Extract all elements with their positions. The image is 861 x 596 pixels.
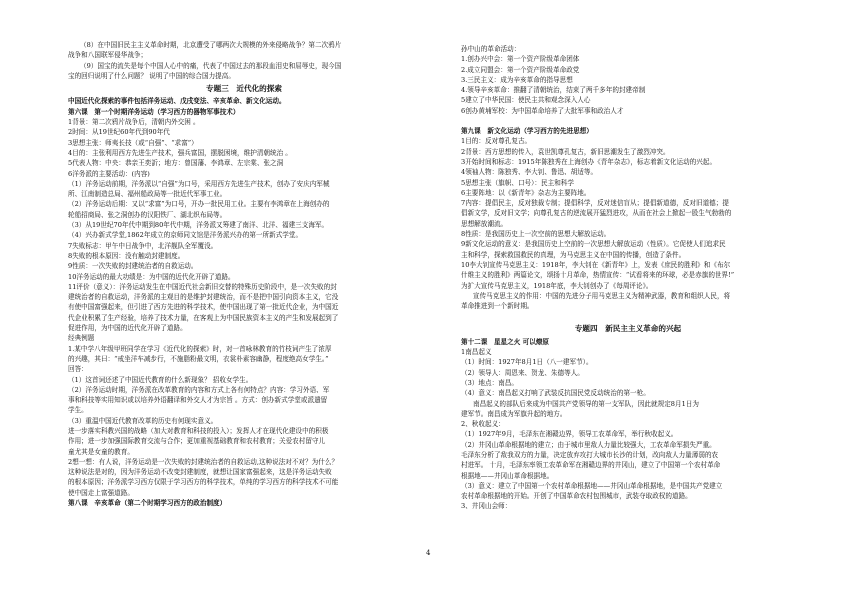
text-line: 建军节。南昌成为军旗升起的地方。	[461, 409, 567, 418]
text-line: 1.创办兴中会：第一个资产阶级革命团体	[461, 55, 580, 64]
text-line: （2）洋务运动时期，洋务派在改革教育的内容和方式上各有何特点？内容：学习外语、军	[68, 385, 330, 394]
spacer	[461, 116, 795, 126]
text-line: 2时间：从19世纪60年代到90年代	[68, 128, 170, 137]
text-line: 1南昌起义	[461, 348, 492, 357]
text-line: 事和科技等实用知识或以培养外语翻译和外交人才为宗旨 。方式：创办新式学堂或派遣留	[68, 396, 328, 405]
text-line: 的根本原因；洋务派学习西方仅限于学习西方的科学技术，单纯的学习西方的科学技术不可能	[68, 478, 339, 487]
text-line: 南昌起义的部队后来成为中国共产党领导的第一支军队，因此就规定8月1日为	[473, 399, 699, 408]
text-line: 3、井冈山会师：	[461, 502, 512, 511]
page-number: 4	[426, 549, 431, 557]
text-line: （2）井冈山革命根据地的建立；由于城市里敌人力量比较强大，工农革命军损失严重。	[461, 440, 716, 449]
text-line: （4）兴办新式学堂,1862年成立的京师同文馆是洋务派兴办的第一所新式学堂。	[68, 231, 303, 240]
text-line: 革命推进到一个新时期。	[461, 302, 534, 311]
text-line: （2）领导人：周恩来、贺龙、朱德等人。	[461, 368, 584, 377]
text-line: 8性质：是我国历史上一次空前的思想大解放运动。	[461, 230, 611, 239]
text-line: （1）洋务运动前期，洋务派以“自强”为口号，采用西方先进生产技术，创办了安庆内军械	[68, 179, 330, 188]
text-line: 2想一想：有人说，洋务运动是一次失败的封建统治者的自救运动,这种说法对不对？为什么？	[68, 457, 339, 466]
text-line: 为扩大宣传马克思主义，1918年底，李大钊创办了《每周评论》。	[461, 281, 653, 290]
text-line: 农村革命根据地的开始。开创了中国革命农村包围城市，武装夺取政权的道路。	[461, 492, 692, 501]
text-line: 5思想主张（旗帜、口号）：民主和科学	[461, 178, 574, 187]
text-line: 5建立了中华民国：使民主共和观念深入人心	[461, 96, 591, 105]
text-line: 1背景：第二次鸦片战争后，清朝内外交困 。	[68, 118, 200, 127]
right-column	[461, 44, 795, 512]
text-line: 使中国走上富强道路。	[68, 488, 134, 497]
text-line: 6主要阵地：以《新青年》杂志为主要阵地。	[461, 188, 591, 197]
text-line: 7内容：提倡民主，反对独裁专制；提倡科学，反对迷信盲从；提倡新道德，反对旧道德；提	[461, 199, 729, 208]
text-line: 孙中山的革命活动：	[461, 45, 521, 53]
text-line: 4目的：主张利用西方先进生产技术，强兵富国，摆脱困境，维护清朝统治 。	[68, 148, 292, 157]
text-line: 5代表人物：中央：恭亲王奕訢；地方：曾国藩、李鸿章、左宗棠、张之洞	[68, 159, 284, 168]
text-line: 6洋务派的主要活动：(内容)	[68, 169, 150, 178]
spacer	[461, 311, 795, 321]
text-line: 1.某中学八年级甲班同学在学习《近代化的探索》时，对一首咏林教育的竹枝词产生了浓厚	[68, 344, 332, 353]
lesson-heading: 第八课 辛亥革命（第二个时期学习西方的政治制度）	[68, 499, 227, 508]
text-line: 4.领导辛亥革命：推翻了清朝统治，结束了两千多年的封建帝制	[461, 86, 646, 95]
text-line: 10洋务运动的最大功绩是：为中国的近代化开辟了道路。	[68, 272, 235, 281]
text-line: 6创办黄埔军校：为中国革命培养了大批军事和政治人才	[461, 106, 624, 115]
left-column	[68, 40, 420, 508]
text-line: 宝的回归说明了什么问题？ 说明了中国的综合国力提高。	[68, 71, 235, 80]
text-line: 轮船招商局、张之洞创办的汉阳铁厂、湖北织布局等。	[68, 210, 227, 219]
text-line: 2.成立同盟会：第一个资产阶级革命政党	[461, 65, 580, 74]
text-line: 童尤其是女童的教育。	[68, 447, 134, 456]
text-line: 作用；进一步加强国际教育交流与合作；更加重视基础教育和农村教育；关爱农村留守儿	[68, 437, 326, 446]
section-heading: 专题三 近代化的探索	[206, 84, 282, 94]
lesson-heading: 第六课 第一个时期洋务运动（学习西方的器物军事技术）	[68, 107, 240, 116]
text-line: （3）地点：南昌。	[461, 378, 518, 387]
text-line: 的兴趣，其曰：“戒坐洋车减步行，不施脂粉最文明，衣裳朴素容幽静，程度绝高女学生。”	[68, 354, 329, 363]
text-line: （3）意义：建立了中国第一个农村革命根据地——井冈山革命根据地，是中国共产党建立	[461, 481, 723, 490]
text-line: 10李大钊宣传马克思主义：1918年，李大钊在《新青年》上，发表《庶民的胜利》和《布尔	[461, 260, 731, 269]
text-line: 3思想主张：师夷长技（或“自强”、“求富”）	[68, 138, 198, 147]
text-line: 9新文化运动的意义：是我国历史上空前的一次思想大解放运动（性质）。它促使人们追求民	[461, 240, 726, 249]
text-line: 1目的：反对尊孔复古。	[461, 137, 532, 146]
text-line: 代企业积累了生产经验，培养了技术力量，在客观上为中国民族资本主义的产生和发展起到了	[68, 313, 339, 322]
text-line: 2、秋收起义：	[461, 420, 505, 429]
text-line: 有使中国富强起来，但引进了西方先进的科学技术，使中国出现了第一批近代企业，为中国近	[68, 303, 339, 312]
lesson-heading: 第九课 新文化运动（学习西方的先进思想）	[461, 127, 593, 136]
text-line: 根据地——井冈山革命根据地。	[461, 471, 554, 480]
text-line: 宣传马克思主义的作用：中国的先进分子用马克思主义为精神武器，教育和组织人民，将	[473, 291, 731, 300]
text-line: 4领袖人物：陈独秀、李大钊、鲁迅、胡适等。	[461, 168, 598, 177]
text-line: （3）重温中国近代教育改革的历史有何现实意义。	[68, 416, 218, 425]
text-line: 3.三民主义：成为辛亥革命的指导思想	[461, 75, 573, 84]
text-line: 促进作用，为中国的近代化开辟了道路。	[68, 324, 187, 333]
text-line: 7失败标志：甲午中日战争中，北洋舰队全军覆没。	[68, 241, 218, 250]
text-line: 经典例题	[68, 334, 95, 343]
text-line: 主和科学，探索救国救民的真理，为马克思主义在中国的传播，创造了条件。	[461, 250, 686, 259]
text-line: （1）时间：1927年8月1日（八一建军节）。	[461, 358, 593, 367]
text-line: 进一步落实科教兴国的战略（加大对教育和科技的投入）；发挥人才在现代化建设中的积极	[68, 426, 329, 435]
text-line: 思想解放潮流。	[461, 219, 508, 228]
text-line: 什维主义的胜利》两篇论文，颂扬十月革命，热情宣传：“试看将来的环球，必是赤旗的世界!”	[461, 271, 735, 280]
text-line: 回答：	[68, 365, 88, 374]
text-line: （4）意义：南昌起义打响了武装反抗国民党反动统治的第一枪。	[461, 389, 650, 398]
text-line: （8）在中国旧民主主义革命时期，北京遭受了哪两次大规模的外来侵略战争？第二次鸦片	[80, 41, 342, 49]
text-line: 村进军。 十月，毛泽东率领工农革命军在湘赣边界的井冈山，建立了中国第一个农村革命	[461, 461, 721, 470]
text-line: 所、江南制造总局、福州船政局等一批近代军事工业。	[68, 190, 227, 199]
text-line: （1）1927年9月，毛泽东在湘赣边界，领导工农革命军，举行秋收起义。	[461, 430, 678, 439]
text-line: 战争和八国联军侵华战争；	[68, 51, 148, 60]
text-line: 学生。	[68, 406, 88, 415]
text-line: 3开始时间和标志：1915年陈独秀在上海创办《青年杂志》，标志着新文化运动的兴起。	[461, 157, 717, 166]
text-line: （2）洋务运动后期：又以“求富”为口号，开办一批民用工业。主要有李鸿章在上海创办的	[68, 200, 330, 209]
section-heading: 专题四 新民主主义革命的兴起	[574, 324, 682, 334]
text-line: 11评价（意义）：洋务运动发生在中国近代社会新旧交替的特殊历史阶段中，是一次失败的封	[68, 282, 337, 291]
text-line: 倡新文学，反对旧文学；向尊孔复古的逆流展开猛烈进攻，从而在社会上掀起一股生气勃勃的	[461, 209, 732, 218]
text-line: 2背景：西方思想的传入，袁世凯尊孔复古，新旧思潮发生了激烈冲突。	[461, 147, 670, 156]
text-line: 这种说法是对的，因为洋务运动不改变封建制度，就想让国家富强起来，这是洋务运动失败	[68, 468, 332, 477]
text-line: 建统治者的自救运动，洋务派的主观目的是维护封建统治，而不是把中国引向资本主义，它没	[68, 293, 339, 302]
text-line: （3）从19世纪70年代中期到80年代中期，洋务派又筹建了南洋、北洋、福建三支海军。	[68, 221, 329, 230]
text-line: 9性质：一次失败的封建统治者的自救运动。	[68, 262, 198, 271]
text-line: （9）国宝的流失是每个中国人心中的痛，代表了中国过去的那段血泪史和屈辱史，现今国	[80, 61, 342, 70]
text-line: 8失败的根本原因：没有触动封建制度。	[68, 251, 185, 260]
lesson-heading: 中国近代化探索的事件包括洋务运动、戊戌变法、辛亥革命、新文化运动。	[68, 97, 286, 106]
text-line: （1）这首词还述了中国近代教育的什么新现象？ 招收女学生。	[68, 375, 253, 384]
lesson-heading: 第十二课 星星之火 可以燎原	[461, 337, 550, 346]
text-line: 毛泽东分析了敌我双方的力量，决定放弃攻打大城市长沙的计划，改向敌人力量薄弱的农	[461, 450, 719, 459]
